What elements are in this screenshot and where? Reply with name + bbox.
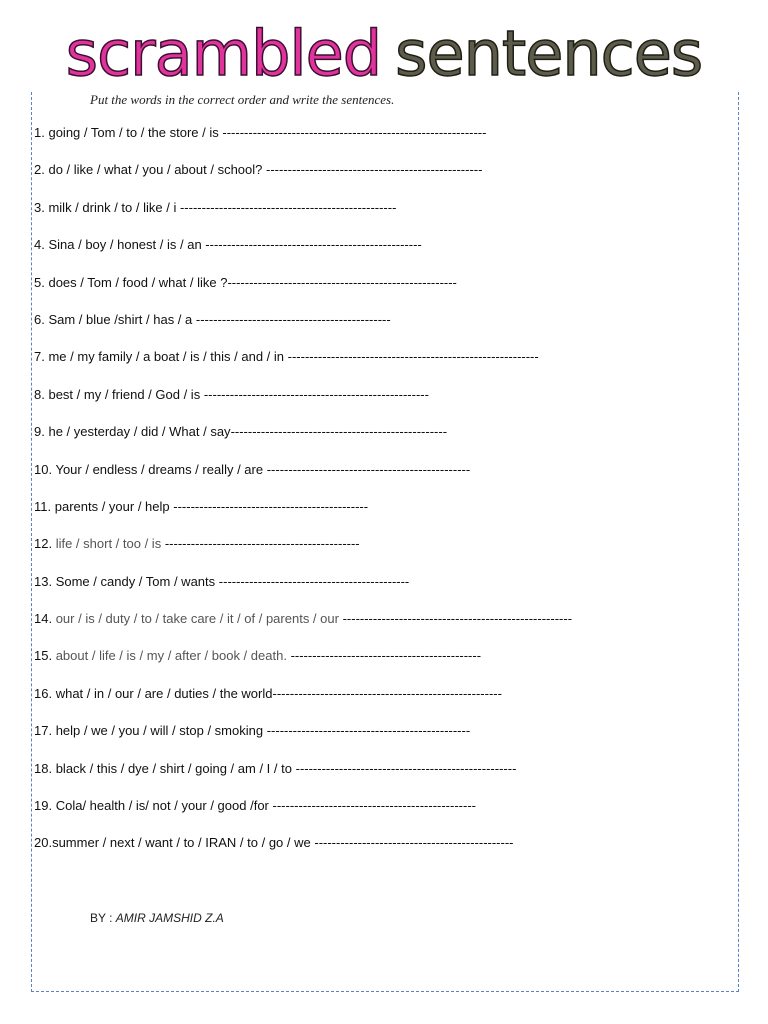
answer-line: -----------------------------------------------------: [342, 611, 573, 627]
item-number: 14.: [34, 611, 53, 627]
item-number: 13.: [34, 573, 53, 589]
worksheet-title: [0, 14, 768, 94]
item-number: 1.: [34, 125, 45, 140]
exercise-item: [34, 311, 572, 348]
scrambled-words: going / Tom / to / the store / is: [48, 125, 219, 140]
item-number: 12.: [34, 536, 53, 552]
item-number: 7.: [34, 349, 45, 365]
item-number: 4.: [34, 237, 45, 253]
scrambled-words: he / yesterday / did / What / say: [48, 424, 231, 440]
scrambled-words: life / short / too / is: [55, 536, 162, 552]
exercise-item: [34, 573, 572, 610]
answer-line: ----------------------------------------------------------: [287, 349, 539, 365]
title-word-scrambled: scrambled: [65, 17, 382, 90]
instructions: Put the words in the correct order and write the sentences.: [90, 92, 395, 107]
exercise-item: [34, 386, 572, 423]
item-number: 19.: [34, 798, 53, 814]
answer-line: ---------------------------------------------: [195, 311, 391, 327]
exercise-item: [34, 124, 572, 161]
item-number: 2.: [34, 162, 45, 178]
item-number: 3.: [34, 199, 45, 215]
exercise-item: [34, 274, 572, 311]
scrambled-words: black / this / dye / shirt / going / am / I / to: [55, 760, 292, 776]
answer-line: -----------------------------------------------: [266, 461, 471, 477]
exercise-item: [34, 461, 572, 498]
exercise-item: [34, 610, 572, 647]
exercise-item: [34, 647, 572, 684]
title-word-sentences: sentences: [395, 17, 703, 90]
scrambled-words: Your / endless / dreams / really / are: [55, 461, 264, 477]
scrambled-words: do / like / what / you / about / school?: [48, 162, 263, 178]
scrambled-words: help / we / you / will / stop / smoking: [55, 723, 264, 739]
answer-line: --------------------------------------------------: [179, 199, 397, 215]
author-name: AMIR JAMSHID Z.A: [115, 911, 224, 925]
exercise-item: [34, 236, 572, 273]
item-number: 8.: [34, 386, 45, 402]
scrambled-words: what / in / our / are / duties / the world: [55, 685, 273, 701]
answer-line: -----------------------------------------------: [266, 723, 471, 739]
author-label: BY :: [90, 911, 116, 925]
exercise-item: [34, 348, 572, 385]
item-number: 5.: [34, 274, 45, 290]
scrambled-words: best / my / friend / God / is: [48, 386, 201, 402]
exercise-item: [34, 535, 572, 572]
answer-line: ---------------------------------------------: [164, 536, 360, 552]
item-number: 6.: [34, 311, 45, 327]
item-number: 11.: [34, 498, 52, 514]
answer-line: ----------------------------------------------: [314, 835, 514, 851]
answer-line: --------------------------------------------------: [230, 424, 448, 440]
scrambled-words: milk / drink / to / like / i: [48, 199, 177, 215]
scrambled-words: Some / candy / Tom / wants: [55, 573, 216, 589]
item-number: 18.: [34, 760, 53, 776]
item-number: 15.: [34, 648, 53, 664]
exercise-item: [34, 797, 572, 834]
item-number: 20.: [34, 835, 53, 851]
scrambled-words: our / is / duty / to / take care / it / of / parents / our: [55, 611, 339, 627]
scrambled-words: Cola/ health / is/ not / your / good /for: [55, 798, 269, 814]
answer-line: --------------------------------------------: [218, 573, 410, 589]
scrambled-words: Sina / boy / honest / is / an: [48, 237, 202, 253]
exercise-item: [34, 760, 572, 797]
exercise-item: [34, 834, 572, 871]
item-number: 10.: [34, 461, 53, 477]
scrambled-words: me / my family / a boat / is / this / and / in: [48, 349, 284, 365]
scrambled-words: parents / your / help: [54, 498, 170, 514]
answer-line: ---------------------------------------------------: [295, 760, 517, 776]
exercise-item: [34, 685, 572, 722]
exercise-item: [34, 498, 572, 535]
scrambled-words: summer / next / want / to / IRAN / to / go / we: [52, 835, 311, 851]
answer-line: --------------------------------------------: [290, 648, 482, 664]
answer-line: -----------------------------------------------------: [227, 274, 457, 290]
item-number: 17.: [34, 723, 53, 739]
answer-line: --------------------------------------------------: [266, 162, 483, 178]
exercise-item: [34, 722, 572, 759]
item-number: 9.: [34, 424, 45, 440]
exercise-list: [34, 124, 572, 872]
answer-line: -----------------------------------------------------: [272, 685, 502, 701]
answer-line: ----------------------------------------------------: [203, 386, 429, 402]
answer-line: --------------------------------------------------: [205, 237, 422, 253]
author-credit: [90, 911, 224, 925]
scrambled-words: Sam / blue /shirt / has / a: [48, 311, 193, 327]
item-number: 16.: [34, 685, 53, 701]
exercise-item: [34, 199, 572, 236]
answer-line: -------------------------------------------------------------: [222, 125, 487, 140]
exercise-item: [34, 161, 572, 198]
answer-line: -----------------------------------------------: [272, 798, 476, 814]
exercise-item: [34, 423, 572, 460]
answer-line: ---------------------------------------------: [173, 498, 369, 514]
scrambled-words: about / life / is / my / after / book / death.: [55, 648, 287, 664]
scrambled-words: does / Tom / food / what / like ?: [48, 274, 228, 290]
